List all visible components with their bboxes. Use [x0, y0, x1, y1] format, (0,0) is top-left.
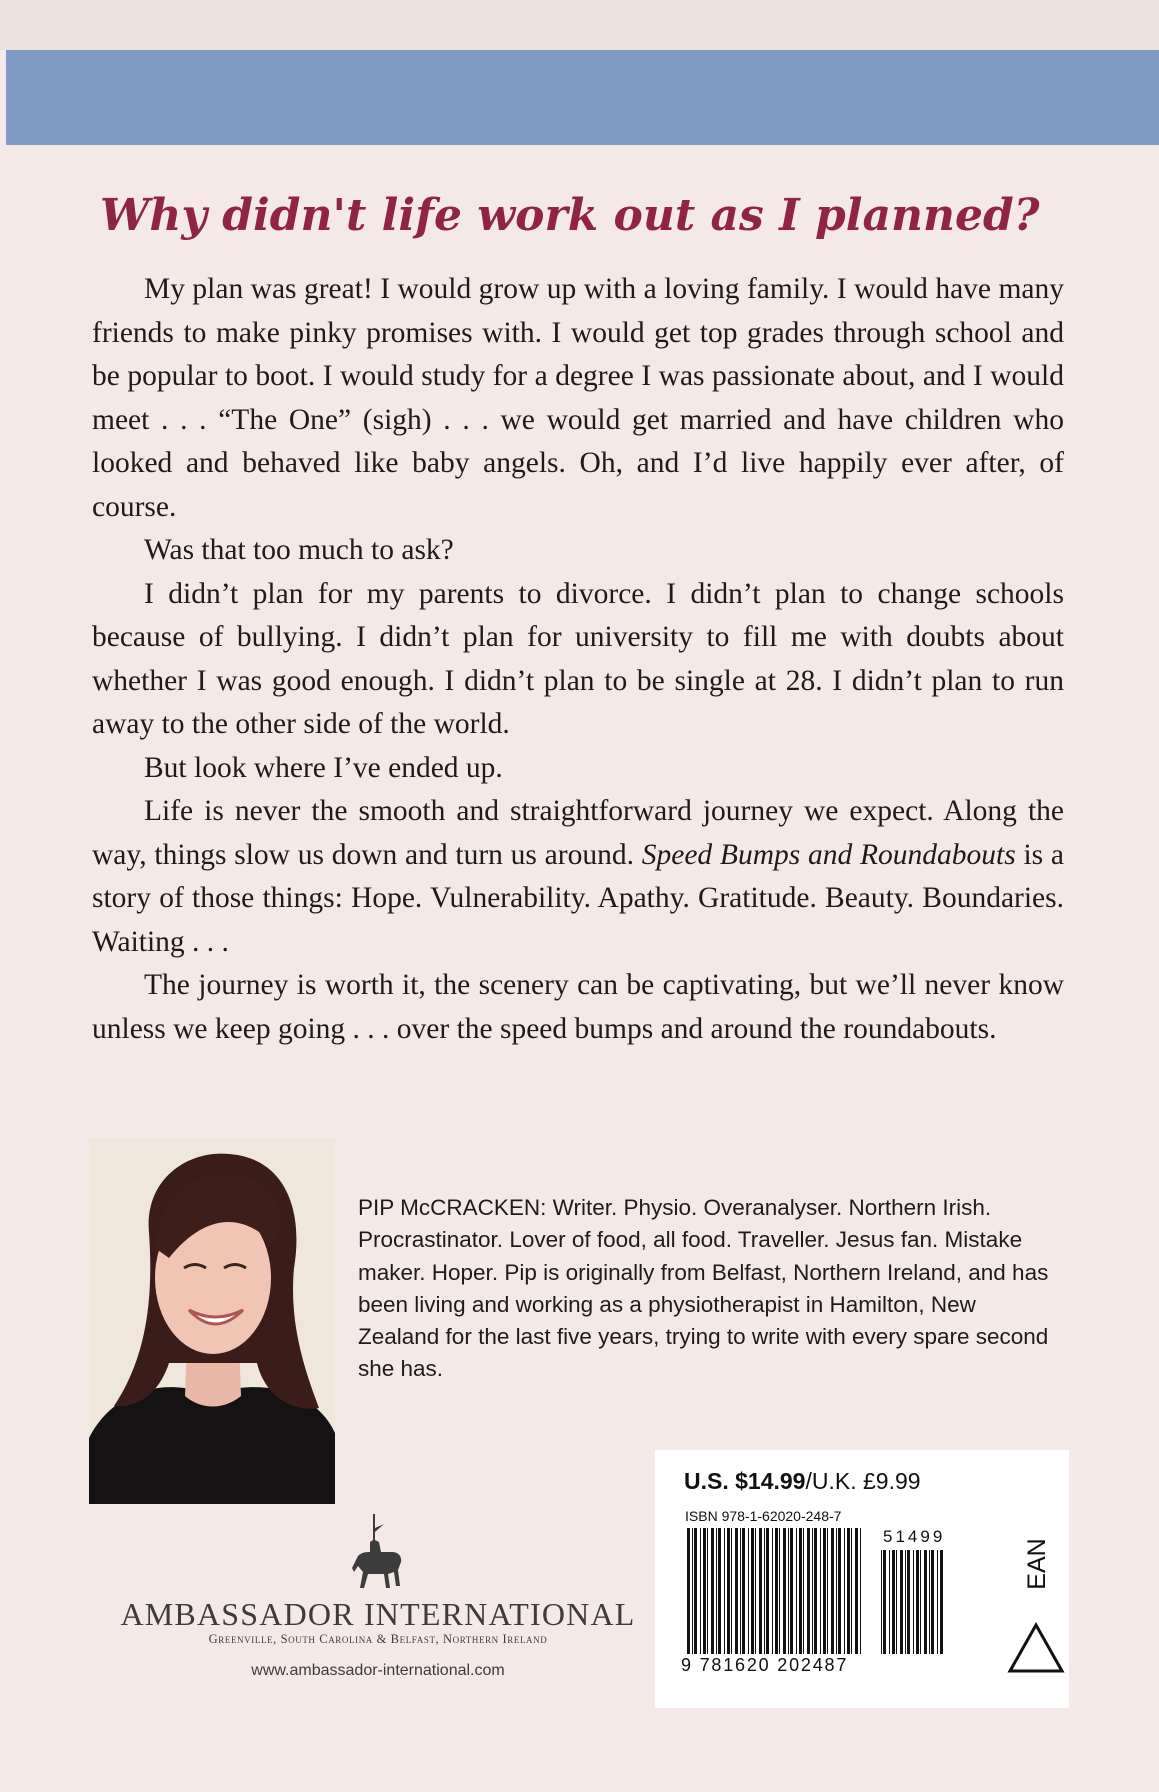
barcode-bar [740, 1528, 741, 1654]
barcode-supplement-bar [913, 1550, 914, 1654]
top-color-band [6, 50, 1159, 145]
blurb-text: Life is never the smooth and straightforward journey we expect. Along the way, things slow us down and turn us around. [92, 795, 1064, 871]
barcode-bar [742, 1528, 745, 1654]
barcode-bar [807, 1528, 810, 1654]
barcode-bar [707, 1528, 708, 1654]
barcode-bar [766, 1528, 769, 1654]
blurb-paragraph: But look where I’ve ended up. [144, 751, 503, 784]
publisher-name: AMBASSADOR INTERNATIONAL [120, 1596, 636, 1632]
barcode-bar [836, 1528, 837, 1654]
publisher-url: www.ambassador-international.com [251, 1662, 505, 1679]
isbn-label: ISBN 978-1-62020-248-7 [685, 1508, 842, 1524]
barcode [681, 1528, 1003, 1658]
barcode-supplement-bar [916, 1550, 919, 1654]
barcode-supplement-bar [937, 1550, 938, 1654]
barcode-supplement-bar [920, 1550, 921, 1654]
barcode-panel [655, 1450, 1069, 1708]
barcode-bar [755, 1528, 756, 1654]
barcode-bar [694, 1528, 697, 1654]
headline: Why didn't life work out as I planned? [100, 190, 1040, 241]
barcode-bar [799, 1528, 802, 1654]
barcode-bar [820, 1528, 821, 1654]
barcode-supplement-bar [883, 1550, 886, 1654]
blurb-paragraph [92, 790, 1064, 964]
barcode-digits: 9 781620 202487 [681, 1655, 849, 1675]
barcode-bar [724, 1528, 725, 1654]
barcode-bar [831, 1528, 834, 1654]
blurb [92, 268, 1064, 1051]
barcode-bar [823, 1528, 826, 1654]
barcode-supplement-bar [900, 1550, 903, 1654]
barcode-bar [692, 1528, 693, 1654]
barcode-bar [827, 1528, 828, 1654]
barcode-bar [803, 1528, 804, 1654]
barcode-bar [731, 1528, 732, 1654]
barcode-supplement-bar [881, 1550, 882, 1654]
blurb-paragraph: The journey is worth it, the scenery can be captivating, but we’ll never know unless we keep going . . . over the speed bumps and around the roundabouts. [92, 969, 1064, 1045]
barcode-bar [779, 1528, 780, 1654]
barcode-supplement-bar [905, 1550, 906, 1654]
barcode-bar [814, 1528, 817, 1654]
barcode-bar [759, 1528, 762, 1654]
barcode-bar [788, 1528, 789, 1654]
barcode-bar [716, 1528, 717, 1654]
blurb-paragraph: I didn’t plan for my parents to divorce. I didn’t plan to change schools because of bullying. I didn’t plan for university to fill me with doubts about whether I was good enough. I didn’t plan to be single at 28. I didn’t plan to run away to the other side of the world. [92, 577, 1064, 740]
ean-label: EAN [1023, 1538, 1051, 1590]
barcode-bar [735, 1528, 738, 1654]
barcode-bar [751, 1528, 754, 1654]
barcode-bar [851, 1528, 852, 1654]
ean-triangle-icon [1007, 1622, 1065, 1674]
price-uk: /U.K. £9.99 [805, 1468, 921, 1494]
barcode-bar [844, 1528, 845, 1654]
barcode-bar [772, 1528, 773, 1654]
barcode-bar [703, 1528, 706, 1654]
barcode-supplement-bar [889, 1550, 890, 1654]
barcode-bar [748, 1528, 749, 1654]
barcode-bar [812, 1528, 813, 1654]
barcode-supplement-bar [907, 1550, 910, 1654]
barcode-bar [687, 1528, 690, 1654]
barcode-bar [727, 1528, 730, 1654]
barcode-bar [838, 1528, 841, 1654]
barcode-bar [790, 1528, 793, 1654]
barcode-supplement-bar [931, 1550, 934, 1654]
blurb-paragraph: Was that too much to ask? [144, 534, 454, 566]
barcode-bar [847, 1528, 850, 1654]
price-us: U.S. $14.99 [684, 1468, 806, 1494]
barcode-supplement-bar [940, 1550, 943, 1654]
barcode-bar [796, 1528, 797, 1654]
barcode-supplement-bar [924, 1550, 927, 1654]
barcode-bar [783, 1528, 786, 1654]
barcode-bar [855, 1528, 858, 1654]
barcode-bar [700, 1528, 701, 1654]
blurb-paragraph: My plan was great! I would grow up with a loving family. I would have many friends to make pinky promises with. I would get top grades through school and be popular to boot. I would study for a degree I was passionate about, and I would meet . . . “The One” (sigh) . . . we would get married and have children who looked and behaved like baby angels. Oh, and I’d live happily ever after, of course. [92, 273, 1064, 523]
price [684, 1468, 921, 1495]
blurb-text: is a story of those things: Hope. Vulnerability. Apathy. Gratitude. Beauty. Boundaries. Waiting . . . [92, 838, 1064, 958]
barcode-bar [775, 1528, 778, 1654]
author-portrait-illustration [89, 1138, 335, 1504]
knight-on-horse-icon [348, 1512, 404, 1592]
barcode-bar [860, 1528, 861, 1654]
barcode-bar [718, 1528, 721, 1654]
author-bio: PIP McCRACKEN: Writer. Physio. Overanalyser. Northern Irish. Procrastinator. Lover of food, all food. Traveller. Jesus fan. Mistake maker. Hoper. Pip is originally from Belfast, Northern Ireland, and has been living and working as a physiotherapist in Hamilton, New Zealand for the last five years, trying to write with every spare second she has. [358, 1195, 1049, 1382]
publisher-locations: Greenville, South Carolina & Belfast, Northern Ireland [208, 1632, 548, 1646]
barcode-supplement-bar [892, 1550, 895, 1654]
barcode-supplement-bar [929, 1550, 930, 1654]
cover-top-edge [0, 0, 1159, 50]
author-photo [89, 1138, 335, 1504]
barcode-supplement: 51499 [883, 1527, 946, 1546]
barcode-bar [711, 1528, 714, 1654]
barcode-supplement-bar [896, 1550, 897, 1654]
barcode-bar [764, 1528, 765, 1654]
book-title: Speed Bumps and Roundabouts [641, 838, 1016, 871]
